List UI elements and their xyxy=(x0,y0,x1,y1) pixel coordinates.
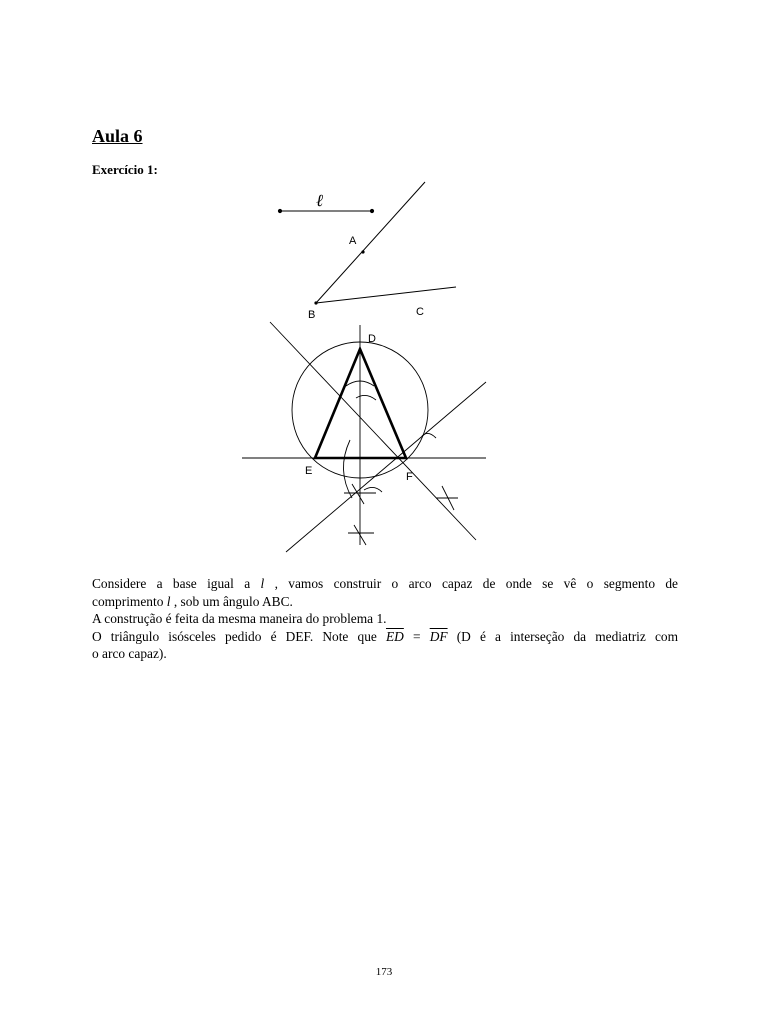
page-number: 173 xyxy=(375,966,393,978)
segment-l-label: ℓ xyxy=(316,191,324,210)
label-c: C xyxy=(416,306,424,318)
text-line-4: O triângulo isósceles pedido é DEF. Note que $\overline{ED} = \overline{DF}$ (D é a interseção da mediatriz com xyxy=(92,628,679,644)
label-a: A xyxy=(349,235,357,247)
label-b: B xyxy=(308,309,316,321)
label-f: F xyxy=(406,471,413,483)
segment-df: $\overline{DF}$ xyxy=(429,628,448,644)
label-e: E xyxy=(305,465,313,477)
text-line-2: comprimento l , sob um ângulo ABC. xyxy=(92,593,293,609)
exercise-heading: Exercício 1: xyxy=(92,162,158,177)
text-line-1: Considere a base igual a l , vamos construir o arco capaz de onde se vê o segmento de xyxy=(92,576,678,591)
explanation-text xyxy=(92,575,678,663)
angle-abc xyxy=(316,182,456,303)
triangle-def xyxy=(315,349,406,458)
lesson-title: Aula 6 xyxy=(92,126,143,146)
point-a xyxy=(361,250,364,253)
segment-l xyxy=(278,209,373,212)
label-d: D xyxy=(368,333,376,345)
segment-ed: $\overline{ED}$ xyxy=(385,628,404,644)
point-b xyxy=(314,301,317,304)
text-line-5: o arco capaz). xyxy=(92,646,167,661)
text-line-3: A construção é feita da mesma maneira do problema 1. xyxy=(92,611,387,626)
